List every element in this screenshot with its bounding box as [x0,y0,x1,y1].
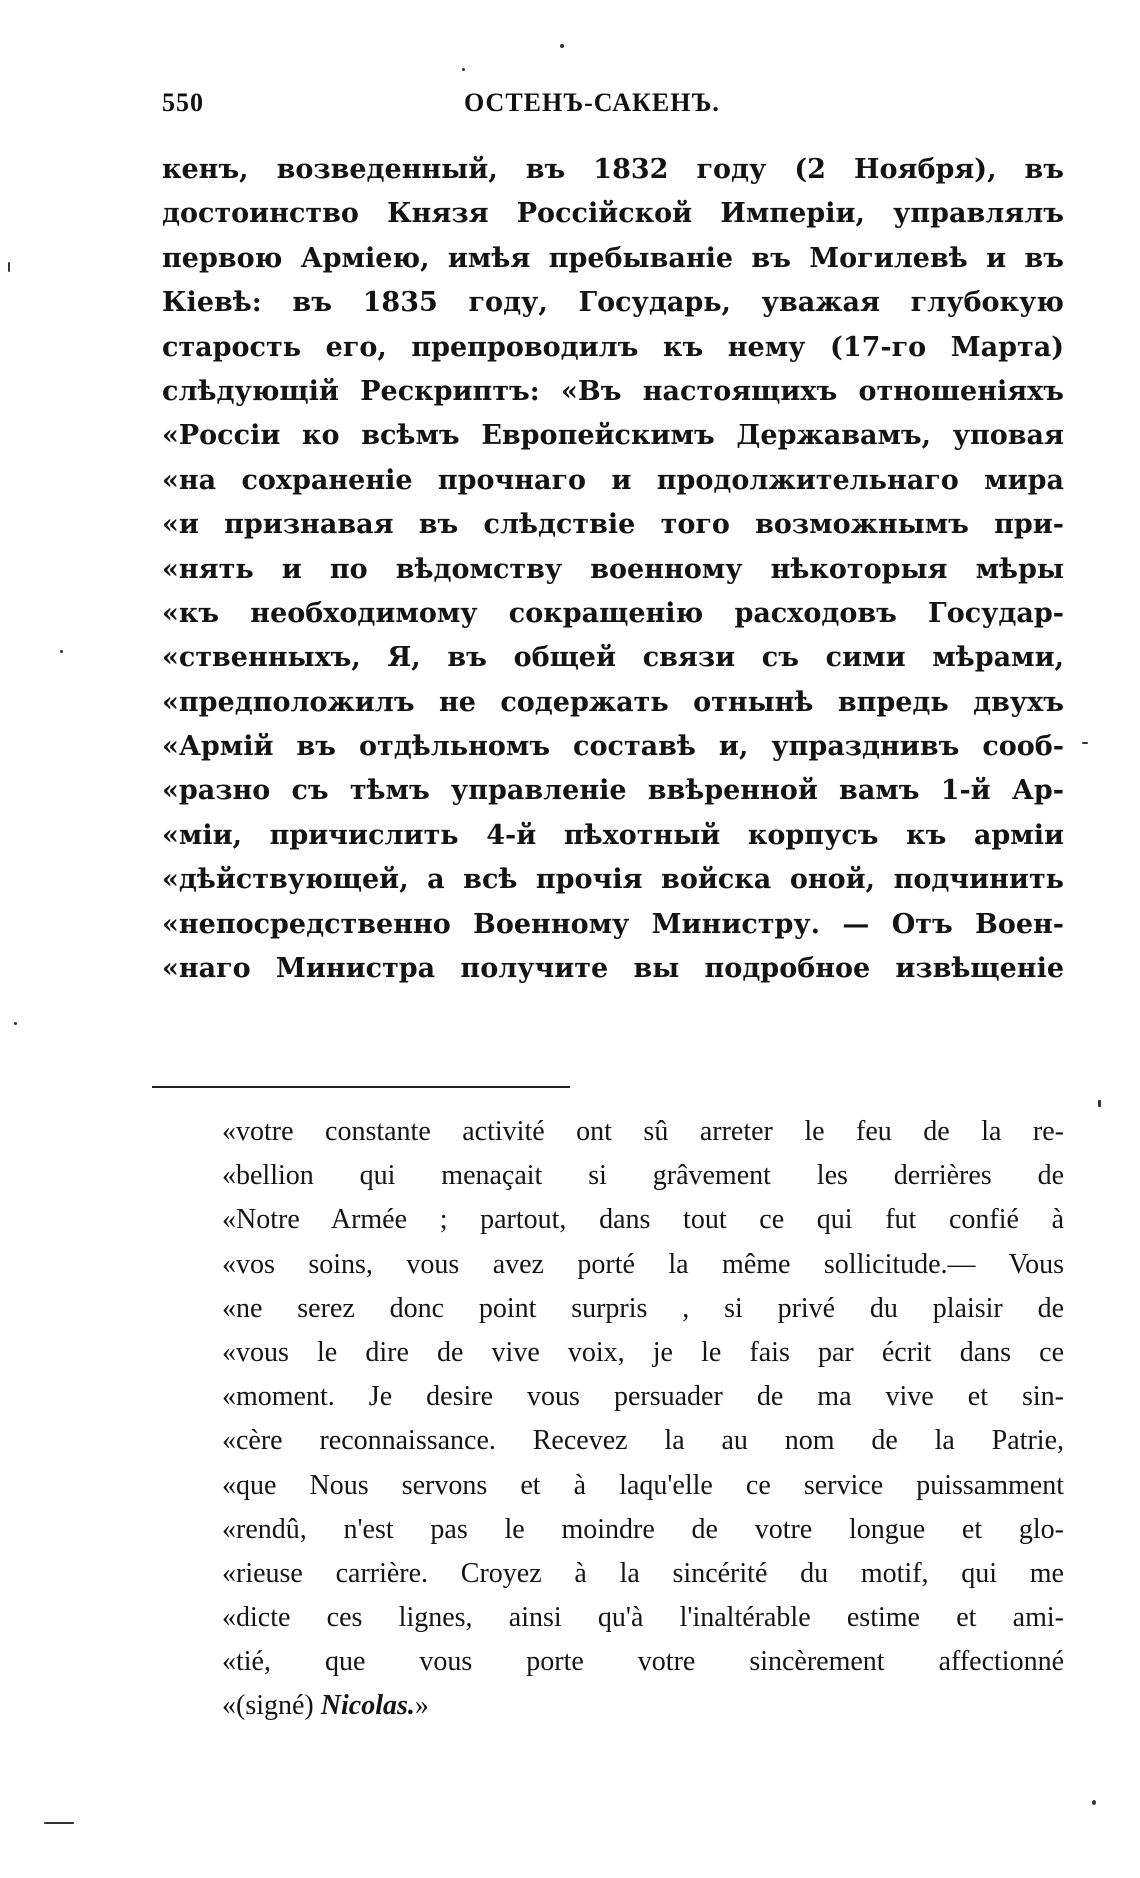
text-line: первою Арміею, имѣя пребываніе въ Могилевѣ и въ [162,242,1064,274]
running-title: ОСТЕНЪ-САКЕНЪ. [464,88,720,117]
text-line: «міи, причислить 4-й пѣхотный корпусъ къ арміи [162,819,1064,851]
text-line: кенъ, возведенный, въ 1832 году (2 Ноября), въ [162,154,1064,185]
text-line: старость его, препроводилъ къ нему (17-го Марта) [162,331,1064,363]
footnote-line: «ne serez donc point surpris , si privé du plaisir de [222,1292,1064,1324]
footnote-block [222,1110,1064,1729]
text-line: «нять и по вѣдомству военному нѣкоторыя мѣры [162,553,1064,585]
footnote-line: «vous le dire de vive voix, je le fais par écrit dans ce [222,1336,1064,1368]
scan-speck [44,1822,74,1824]
page-header [162,88,1064,128]
text-line: слѣдующій Рескриптъ: «Въ настоящихъ отношеніяхъ [162,375,1064,407]
footnote-line: «tié, que vous porte votre sincèrement affectionné [222,1646,1064,1678]
text-line: «наго Министра получите вы подробное извѣщеніе [162,953,1064,985]
text-line: «Армій въ отдѣльномъ составѣ и, упразднивъ сооб- [162,731,1064,763]
footnote-line: «Notre Armée ; partout, dans tout ce qui fut confié à [222,1204,1064,1236]
page-number: 550 [162,88,204,117]
footnote-line: «cère reconnaissance. Recevez la au nom de la Patrie, [222,1425,1064,1457]
text-line: «непосредственно Военному Министру. — Отъ Воен- [162,908,1064,940]
text-line: «Россіи ко всѣмъ Европейскимъ Державамъ, уповая [162,420,1064,452]
scan-speck [462,68,465,71]
scan-speck [8,262,10,272]
footnote-divider [152,1086,570,1088]
footnote-line: «que Nous servons et à laqu'elle ce service puissamment [222,1469,1064,1501]
text-line: «предположилъ не содержать отнынѣ впредь двухъ [162,686,1064,718]
text-line: «разно съ тѣмъ управленіе ввѣренной вамъ 1-й Ар- [162,775,1064,807]
text-line: «ственныхъ, Я, въ общей связи съ сими мѣрами, [162,642,1064,674]
text-line: «на сохраненіе прочнаго и продолжительнаго мира [162,464,1064,496]
scan-speck [1092,1800,1096,1805]
scan-speck [560,44,564,48]
scan-speck [14,1022,17,1025]
footnote-line: «rendû, n'est pas le moindre de votre longue et glo- [222,1513,1064,1545]
footnote-line: «bellion qui menaçait si grâvement les derrières de [222,1160,1064,1192]
footnote-line: «rieuse carrière. Croyez à la sincérité du motif, qui me [222,1557,1064,1589]
text-line: «дѣйствующей, а всѣ прочія войска оной, подчинить [162,864,1064,896]
text-line: достоинство Князя Россійской Имперіи, управлялъ [162,198,1064,230]
scan-speck [1082,742,1088,744]
signature-prefix: «(signé) [222,1690,321,1722]
footnote-line: «vos soins, vous avez porté la même sollicitude.— Vous [222,1248,1064,1280]
text-line: Кіевѣ: въ 1835 году, Государь, уважая глубокую [162,287,1064,319]
scan-speck [60,650,63,653]
signature-suffix: » [414,1690,429,1722]
footnote-line: «votre constante activité ont sû arreter le feu de la re- [222,1116,1064,1147]
footnote-line: «dicte ces lignes, ainsi qu'à l'inaltérable estime et ami- [222,1602,1064,1634]
footnote-line: «moment. Je desire vous persuader de ma vive et sin- [222,1381,1064,1413]
signature-line [222,1684,1064,1728]
text-line: «къ необходимому сокращенію расходовъ Государ- [162,597,1064,629]
signature-name: Nicolas. [320,1690,415,1722]
scan-speck [1098,1100,1101,1107]
text-line: «и признавая въ слѣдствіе того возможнымъ при- [162,509,1064,541]
main-text-block [162,148,1064,991]
